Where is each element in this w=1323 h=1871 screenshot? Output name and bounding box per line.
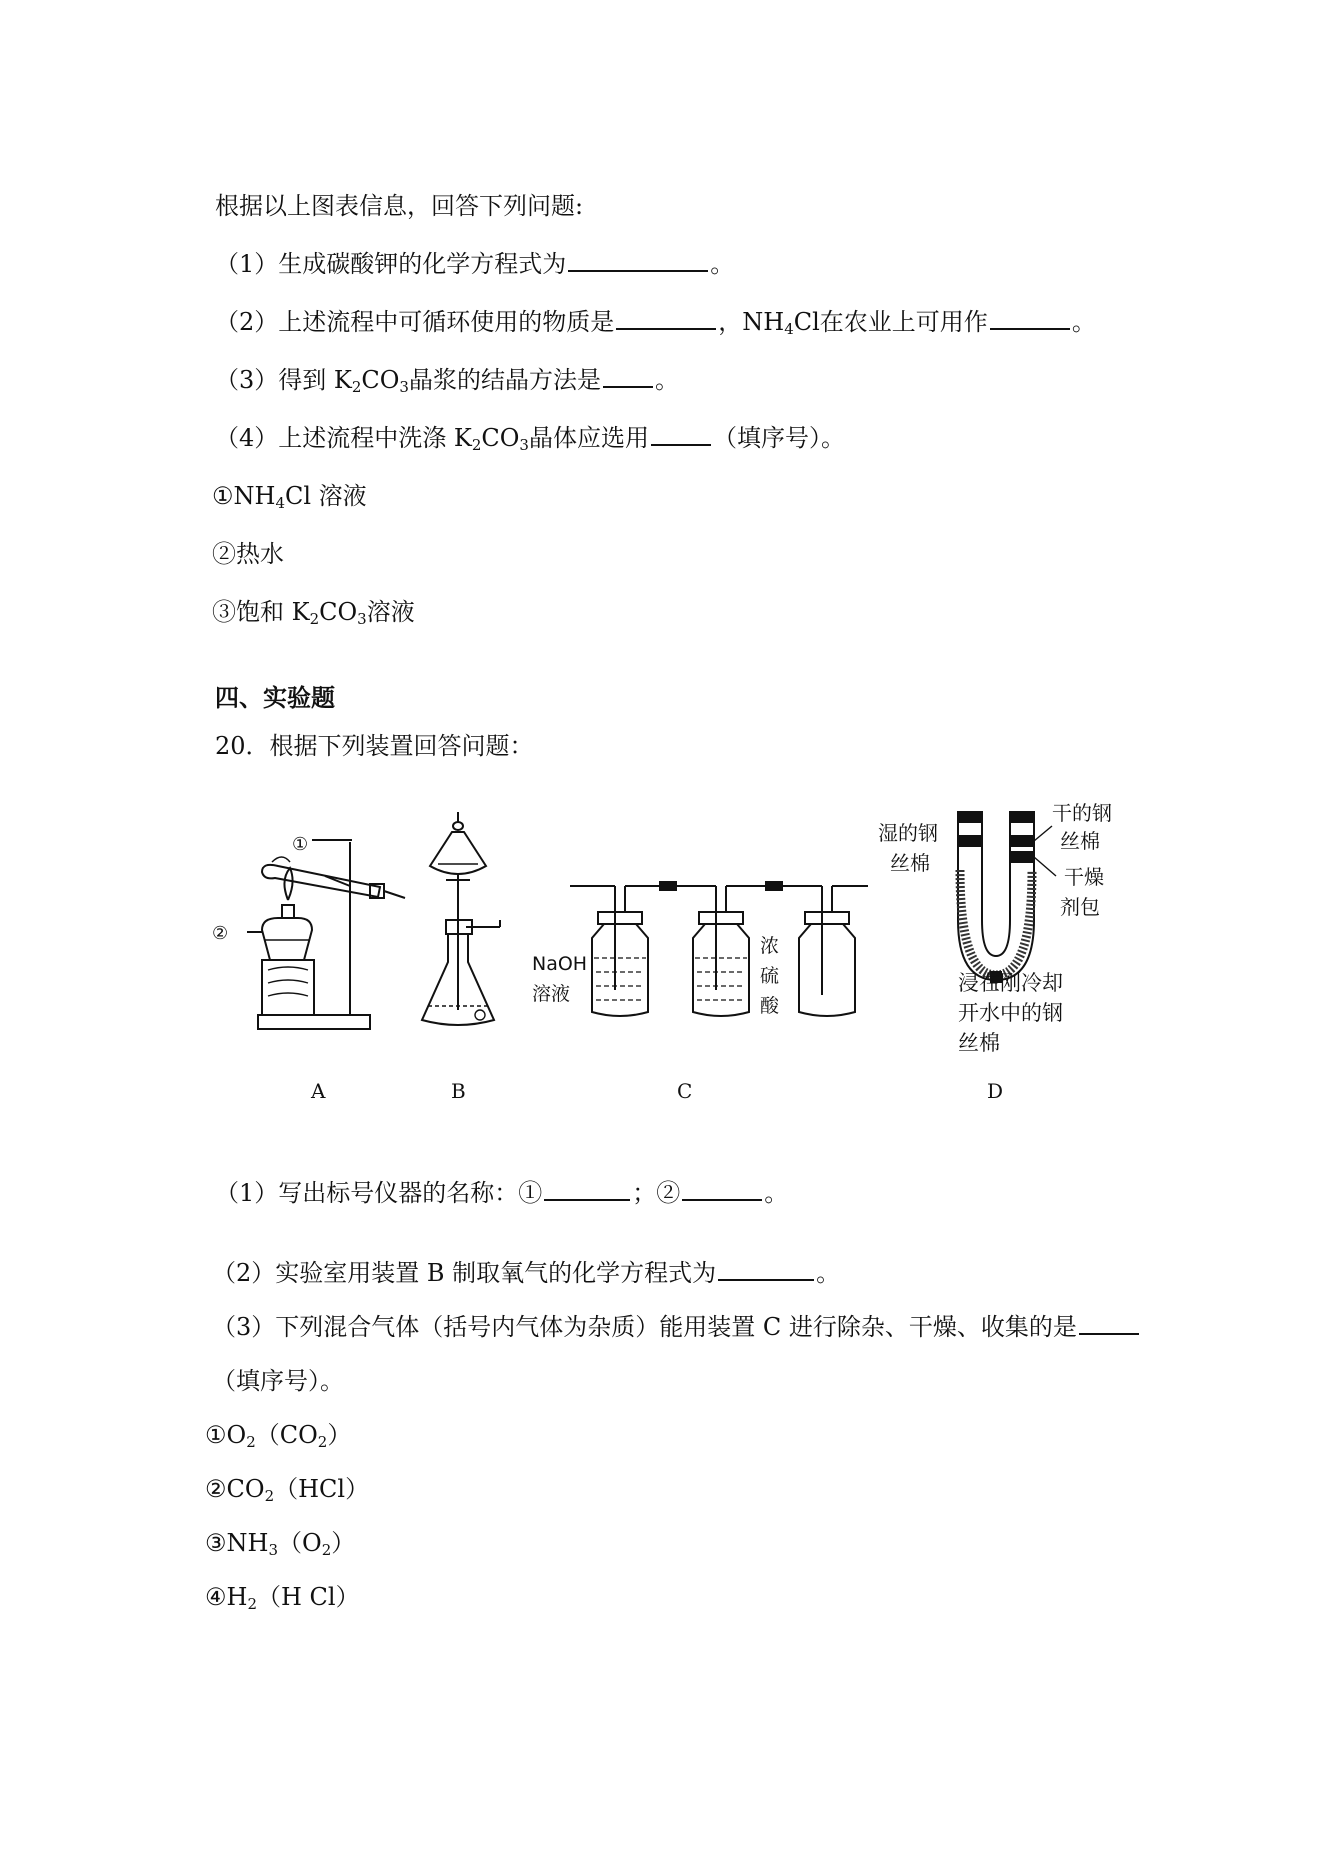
- soaked-label-3: 丝棉: [958, 1031, 1000, 1055]
- g4-text-a: ④H: [205, 1583, 248, 1611]
- apparatus-a: [212, 834, 405, 1029]
- soaked-label-2: 开水中的钢: [958, 1001, 1063, 1025]
- answer-blank[interactable]: [1079, 1311, 1139, 1335]
- gas-bottle-1: [592, 924, 648, 1016]
- o3-text-e: 溶液: [366, 598, 415, 626]
- q4-sub-1: 2: [471, 436, 482, 454]
- g3-sub-1: 3: [268, 1541, 278, 1559]
- g3-text-e: ）: [331, 1529, 356, 1557]
- g3-sub-2: 2: [321, 1541, 332, 1559]
- gas-option-1: [205, 1419, 351, 1451]
- soaked-wool: [960, 870, 1032, 975]
- p1-text-a: （1）写出标号仪器的名称：①: [215, 1179, 543, 1207]
- acid-label-1: 浓: [760, 935, 780, 957]
- dry-label-1: 干的钢: [1052, 801, 1112, 825]
- o3-text-a: ③饱和 K: [212, 598, 310, 626]
- q4-text-c: CO: [481, 424, 520, 452]
- rubber-connector: [660, 882, 676, 890]
- q2-end: 。: [1071, 308, 1096, 336]
- q3-text-a: （3）得到 K: [215, 366, 352, 394]
- part-1: [215, 1177, 788, 1209]
- g1-text-e: ）: [327, 1421, 352, 1449]
- g4-text-c: （H Cl）: [257, 1583, 360, 1611]
- test-tube-mouth: [272, 857, 290, 862]
- u-tube-stopper-right: [1010, 812, 1034, 822]
- q3-sub-2: 3: [399, 378, 409, 396]
- wet-label-2: 丝棉: [890, 851, 930, 875]
- bottle1-stopper: [598, 912, 642, 924]
- apparatus-b: [422, 812, 500, 1025]
- q4-text-a: （4）上述流程中洗涤 K: [215, 424, 472, 452]
- o1-sub: 4: [275, 494, 285, 512]
- apparatus-d: [878, 801, 1112, 1055]
- part-2: [212, 1257, 840, 1289]
- q3-text-e: 晶浆的结晶方法是: [408, 366, 601, 394]
- iron-stand-base: [258, 1015, 370, 1029]
- delivery-tube: [384, 891, 405, 898]
- g3-text-a: ③NH: [205, 1529, 269, 1557]
- label-a: A: [311, 1079, 326, 1103]
- g2-sub: 2: [264, 1487, 275, 1505]
- gas-bottle-2: [693, 924, 749, 1016]
- q3-sub-1: 2: [351, 378, 362, 396]
- naoh-label-1: NaOH: [532, 953, 588, 975]
- part-3: [212, 1311, 1141, 1343]
- dry-label-leader: [1034, 826, 1052, 841]
- q4-text-f: （填序号）。: [712, 424, 845, 452]
- acid-label-2: 硫: [760, 965, 780, 987]
- naoh-label-2: 溶液: [532, 983, 571, 1005]
- desiccant-label-leader: [1034, 857, 1056, 876]
- desiccant-pack: [1012, 852, 1032, 862]
- test-tube: [262, 865, 380, 897]
- option-2: ②热水: [212, 540, 284, 568]
- lamp-flame: [284, 868, 292, 900]
- soaked-label-1: 浸在刚冷却: [958, 971, 1063, 995]
- q4-sub-2: 3: [519, 436, 529, 454]
- q1-text: （1）生成碳酸钾的化学方程式为: [215, 250, 567, 278]
- wet-wool-left: [960, 836, 980, 846]
- g4-sub: 2: [247, 1595, 257, 1613]
- naoh-liquid: [594, 958, 646, 1000]
- dry-label-2: 丝棉: [1060, 829, 1100, 853]
- acid-label-3: 酸: [760, 995, 780, 1017]
- p1-text-b: ；②: [632, 1179, 681, 1207]
- apparatus-c: [532, 882, 868, 1017]
- gas-option-2: [205, 1473, 369, 1505]
- p2-text-a: （2）实验室用装置 B 制取氧气的化学方程式为: [212, 1259, 717, 1287]
- g3-text-c: （O: [278, 1529, 322, 1557]
- o3-sub-1: 2: [309, 610, 320, 628]
- wood-block: [262, 960, 314, 1015]
- p2-end: 。: [816, 1259, 841, 1287]
- q2-text-a: （2）上述流程中可循环使用的物质是: [215, 308, 615, 336]
- gas-bottle-3: [799, 924, 855, 1016]
- u-tube-inner: [982, 822, 1010, 956]
- acid-liquid: [695, 958, 747, 1000]
- u-tube-stopper-left: [958, 812, 982, 822]
- desiccant-label-2: 剂包: [1060, 895, 1100, 919]
- q4-text-e: 晶体应选用: [528, 424, 649, 452]
- o3-sub-2: 3: [357, 610, 367, 628]
- label-1: ①: [292, 834, 309, 855]
- intro-text: 根据以上图表信息，回答下列问题:: [215, 192, 584, 220]
- p1-end: 。: [764, 1179, 789, 1207]
- bottle2-stopper: [699, 912, 743, 924]
- g2-text-a: ②CO: [205, 1475, 265, 1503]
- answer-blank[interactable]: [718, 1257, 814, 1281]
- q2-text-b: ，NH: [718, 308, 785, 336]
- o3-text-c: CO: [319, 598, 358, 626]
- g2-text-c: （HCl）: [274, 1475, 370, 1503]
- wet-label-1: 湿的钢: [878, 821, 938, 845]
- g1-text-c: （CO: [255, 1421, 318, 1449]
- q3-end: 。: [654, 366, 679, 394]
- gas-option-4: [205, 1581, 360, 1613]
- part-3-cont: （填序号）。: [212, 1367, 344, 1395]
- dry-wool-right: [1012, 836, 1032, 846]
- gas-option-3: [205, 1527, 355, 1559]
- p3-text-a: （3）下列混合气体（括号内气体为杂质）能用装置 C 进行除杂、干燥、收集的是: [212, 1313, 1077, 1341]
- catalyst: [475, 1010, 485, 1020]
- section-heading: 四、实验题: [215, 684, 335, 712]
- alcohol-lamp: [262, 918, 312, 960]
- q3-text-c: CO: [361, 366, 400, 394]
- g1-text-a: ①O: [205, 1421, 247, 1449]
- rubber-connector: [766, 882, 782, 890]
- q2-text-d: Cl在农业上可用作: [793, 308, 988, 336]
- wood-grain: [268, 967, 308, 996]
- lamp-wick: [282, 905, 294, 918]
- label-d: D: [987, 1079, 1004, 1103]
- q1-end: 。: [710, 250, 735, 278]
- separatory-funnel: [430, 832, 486, 874]
- label-b: B: [451, 1079, 466, 1103]
- g1-sub-2: 2: [317, 1433, 328, 1451]
- label-2: ②: [212, 923, 229, 944]
- o1-text-c: Cl 溶液: [285, 482, 367, 510]
- label-c: C: [677, 1079, 693, 1103]
- answer-blank[interactable]: [544, 1177, 630, 1201]
- o1-text-a: ①NH: [212, 482, 276, 510]
- g1-sub-1: 2: [246, 1433, 256, 1451]
- bottle3-stopper: [805, 912, 849, 924]
- funnel-knob: [453, 822, 463, 830]
- q2-sub: 4: [784, 320, 794, 338]
- answer-blank[interactable]: [682, 1177, 762, 1201]
- desiccant-label-1: 干燥: [1064, 865, 1104, 889]
- question-20: 20．根据下列装置回答问题：: [215, 732, 534, 760]
